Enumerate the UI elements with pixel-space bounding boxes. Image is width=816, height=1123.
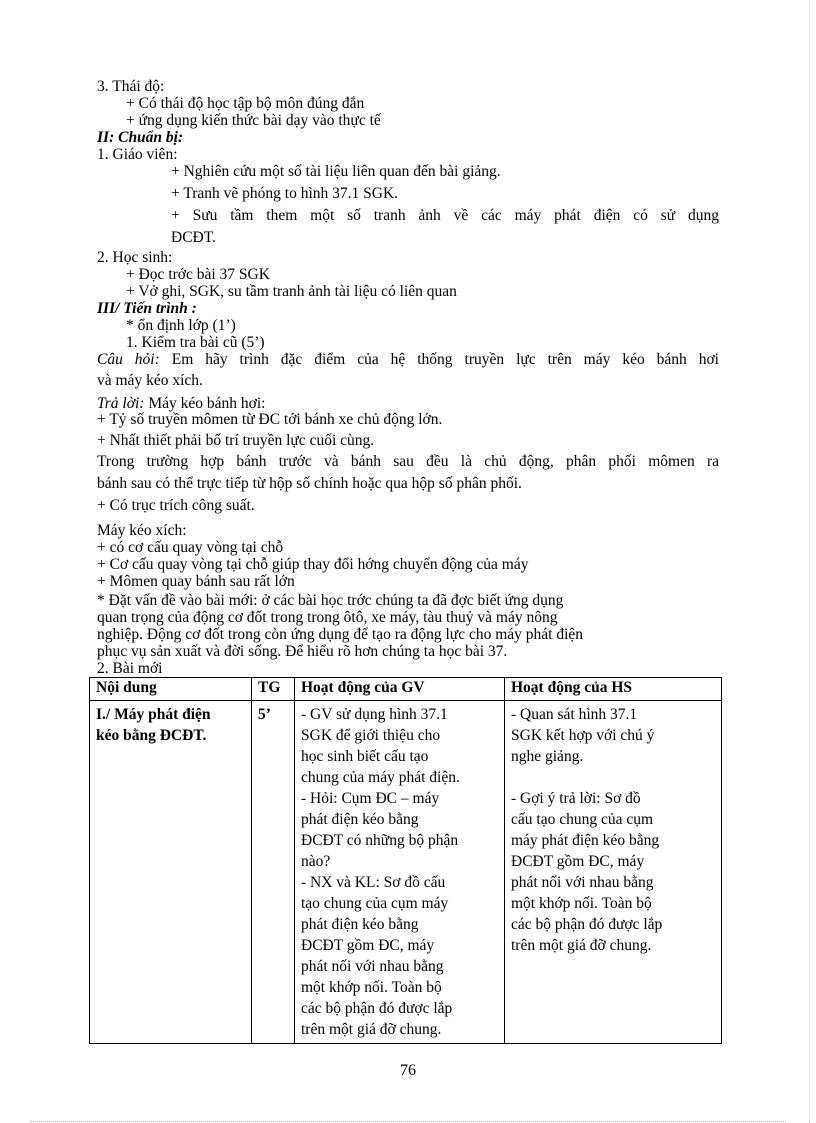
teacher-activity-line: phát điện kéo bằng [301,916,419,933]
tracked-heading: Máy kéo xích: [97,522,187,539]
answer-line: + Có trục trích công suất. [97,497,255,514]
attitude-item: + Có thái độ học tập bộ môn đúng đắn [126,95,365,112]
teacher-activity-line: - NX và KL: Sơ đồ cấu [301,874,446,891]
intro-line: quan trọng của động cơ đốt trong trong ôtô, xe máy, tàu thuỷ và máy nông [97,609,558,626]
answer-line: + Tỷ số truyền mômen từ ĐC tới bánh xe chủ động lớn. [97,411,443,428]
intro-line: nghiệp. Động cơ đốt trong còn ứng dụng để tạo ra động lực cho máy phát điện [97,626,584,643]
content-line: kéo bằng ĐCĐT. [96,727,207,744]
cell-student-activity [505,701,722,1044]
attitude-heading: 3. Thái độ: [97,78,165,95]
answer-line: + Nhất thiết phải bố trí truyền lực cuối cùng. [97,432,375,449]
teacher-activity-line: các bộ phận đó được lắp [301,1000,453,1017]
student-activity-line: nghe giảng. [511,748,584,765]
answer-line: Trong trường hợp bánh trước và bánh sau đều là chủ động, phân phối mômen ra [97,453,719,470]
question-line [97,351,719,369]
lesson-table [89,677,722,1044]
student-activity-line: các bộ phận đó được lắp [511,916,663,933]
teacher-activity-line: chung của máy phát điện. [301,769,460,786]
teacher-activity-line: SGK để giới thiệu cho [301,727,441,744]
student-activity-line: - Quan sát hình 37.1 [511,706,638,723]
intro-line: phục vụ sản xuất và đời sống. Để hiểu rõ hơn chúng ta học bài 37. [97,643,508,660]
teacher-activity-line: tạo chung của cụm máy [301,895,449,912]
answer-label: Trả lời: [97,395,145,412]
content-line: I./ Máy phát điện [96,706,211,723]
question-label: Câu hỏi: [97,351,160,368]
header-content: Nội dung [90,678,252,701]
header-time: TG [252,678,295,701]
intro-line: * Đặt vấn đề vào bài mới: ở các bài học trớc chúng ta đã đợc biết ứng dụng [97,592,564,609]
student-activity-line: cấu tạo chung của cụm [511,811,654,828]
teacher-item: + Sưu tầm them một số tranh ảnh về các máy phát điện có sử dụng [171,207,719,224]
table-header-row [90,678,722,701]
student-activity-line: một khớp nối. Toàn bộ [511,895,652,912]
student-activity-line [511,767,715,788]
answer-text: Máy kéo bánh hơi: [144,395,266,412]
student-item: + Đọc trớc bài 37 SGK [126,266,270,283]
teacher-activity-line: học sinh biết cấu tạo [301,748,429,765]
page-number: 76 [400,1062,416,1079]
teacher-item: + Tranh vẽ phóng to hình 37.1 SGK. [171,185,399,202]
cell-teacher-activity [295,701,505,1044]
right-page-border [809,0,810,1123]
teacher-item: + Nghiên cứu một số tài liệu liên quan đến bài giảng. [171,163,501,180]
student-activity-line: trên một giá đỡ chung. [511,937,652,954]
cell-time: 5’ [252,701,295,1044]
process-item: * ổn định lớp (1’) [126,317,236,334]
tracked-item: + có cơ cấu quay vòng tại chỗ [97,539,284,556]
teacher-activity-line: ĐCĐT có những bộ phận [301,832,459,849]
student-activity-line: SGK kết hợp với chú ý [511,727,655,744]
teacher-activity-line: trên một giá đỡ chung. [301,1021,442,1038]
header-teacher-activity: Hoạt động của GV [295,678,505,701]
bottom-page-border [30,1121,786,1122]
student-activity-line: phát nối với nhau bằng [511,874,654,891]
new-lesson-heading: 2. Bài mới [97,660,163,677]
student-heading: 2. Học sinh: [97,249,173,266]
cell-content [90,701,252,1044]
teacher-activity-line: ĐCĐT gồm ĐC, máy [301,937,435,954]
tracked-item: + Mômen quay bánh sau rất lớn [97,573,295,590]
answer-line: bánh sau có thể trực tiếp từ hộp số chính hoặc qua hộp số phân phối. [97,475,522,492]
attitude-item: + ứng dụng kiến thức bài dạy vào thực tế [126,112,381,129]
teacher-heading: 1. Giáo viên: [97,146,178,163]
tracked-item: + Cơ cấu quay vòng tại chỗ giúp thay đổi hớng chuyển động của máy [97,556,529,573]
teacher-activity-line: - Hỏi: Cụm ĐC – máy [301,790,440,807]
section-heading-process: III/ Tiến trình : [97,300,197,317]
student-item: + Vở ghi, SGK, su tầm tranh ảnh tài liệu có liên quan [126,283,457,300]
process-item: 1. Kiểm tra bài cũ (5’) [126,334,265,351]
question-text: Em hãy trình đặc điểm của hệ thống truyền lực trên máy kéo bánh hơi [159,351,719,368]
student-activity-line: - Gợi ý trả lời: Sơ đồ [511,790,641,807]
teacher-item: ĐCĐT. [171,229,216,246]
table-row [90,701,722,1044]
student-activity-line: ĐCĐT gồm ĐC, máy [511,853,645,870]
question-line: và máy kéo xích. [97,372,203,389]
teacher-activity-line: nào? [301,853,331,870]
section-heading-preparation: II: Chuẩn bị: [97,129,184,146]
header-student-activity: Hoạt động của HS [505,678,722,701]
teacher-activity-line: - GV sử dụng hình 37.1 [301,706,448,723]
teacher-activity-line: phát điện kéo bằng [301,811,419,828]
teacher-activity-line: một khớp nối. Toàn bộ [301,979,442,996]
teacher-activity-line: phát nối với nhau bằng [301,958,444,975]
student-activity-line: máy phát điện kéo bằng [511,832,660,849]
